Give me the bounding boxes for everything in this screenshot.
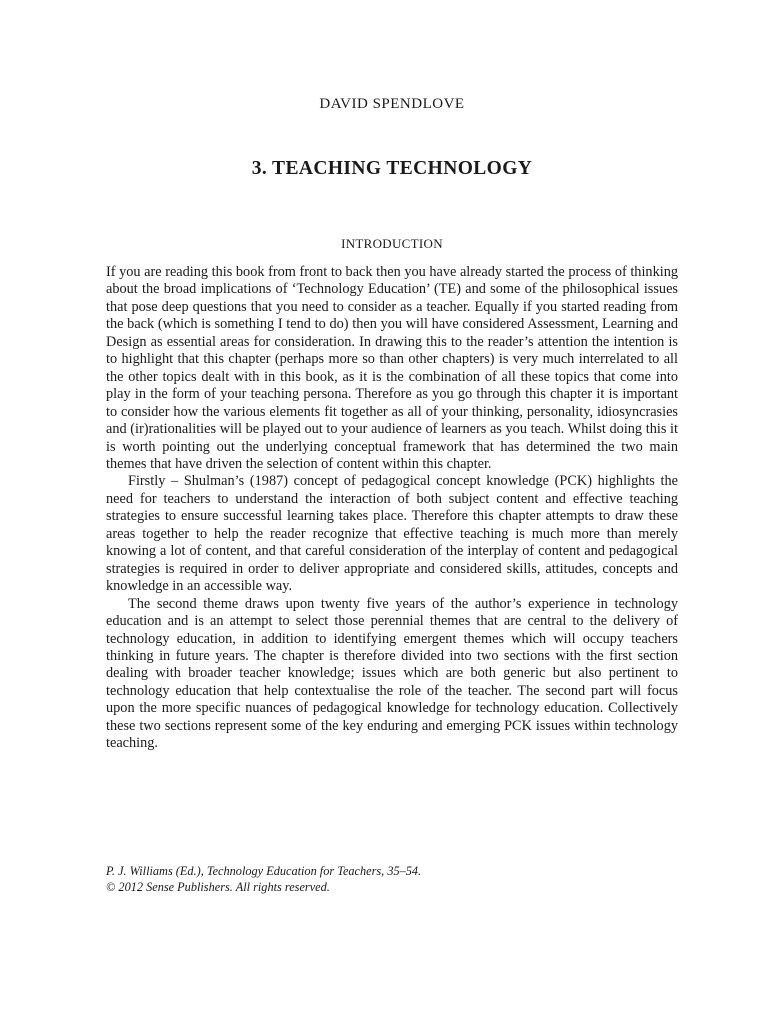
- paragraph-2: Firstly – Shulman’s (1987) concept of pedagogical concept knowledge (PCK) highlights the need for teachers to understand the interaction of both subject content and effective teaching strategies to ensure successful learning takes place. Therefore this chapter attempts to draw these areas together to help the reader recognize that effective teaching is much more than merely knowing a lot of content, and that careful consideration of the interplay of content and pedagogical strategies is required in order to deliver appropriate and considered skills, attitudes, concepts and knowledge in an accessible way.: [106, 473, 678, 595]
- footer-citation: P. J. Williams (Ed.), Technology Education for Teachers, 35–54.: [106, 864, 422, 878]
- page-footer: [106, 864, 678, 895]
- section-heading: INTRODUCTION: [341, 236, 443, 251]
- paragraph-3: The second theme draws upon twenty five years of the author’s experience in technology education and is an attempt to select those perennial themes that are central to the delivery of technology education, in addition to identifying emergent themes which will occupy teachers thinking in future years. The chapter is therefore divided into two sections with the first section dealing with broader teacher knowledge; issues which are both generic but also pertinent to technology education that help contextualise the role of the teacher. The second part will focus upon the more specific nuances of pedagogical knowledge for technology education. Collectively these two sections represent some of the key enduring and emerging PCK issues within technology teaching.: [106, 595, 678, 752]
- chapter-title: 3. TEACHING TECHNOLOGY: [251, 158, 533, 179]
- footer-copyright: © 2012 Sense Publishers. All rights reserved.: [106, 879, 330, 894]
- author-name: DAVID SPENDLOVE: [319, 96, 465, 112]
- body-text: [106, 264, 678, 753]
- paragraph-1: If you are reading this book from front to back then you have already started the process of thinking about the broad implications of ‘Technology Education’ (TE) and some of the philosophical issues that pose deep questions that you need to consider as a teacher. Equally if you started reading from the back (which is something I tend to do) then you will have considered Assessment, Learning and Design as essential areas for consideration. In drawing this to the reader’s attention the intention is to highlight that this chapter (perhaps more so than other chapters) is very much interrelated to all the other topics dealt with in this book, as it is the combination of all these topics that come into play in the form of your teaching persona. Therefore as you go through this chapter it is important to consider how the various elements fit together as all of your thinking, personality, idiosyncrasies and (ir)rationalities will be played out to your audience of learners as you teach. Whilst doing this it is worth pointing out the underlying conceptual framework that has determined the two main themes that have driven the selection of content within this chapter.: [106, 264, 678, 472]
